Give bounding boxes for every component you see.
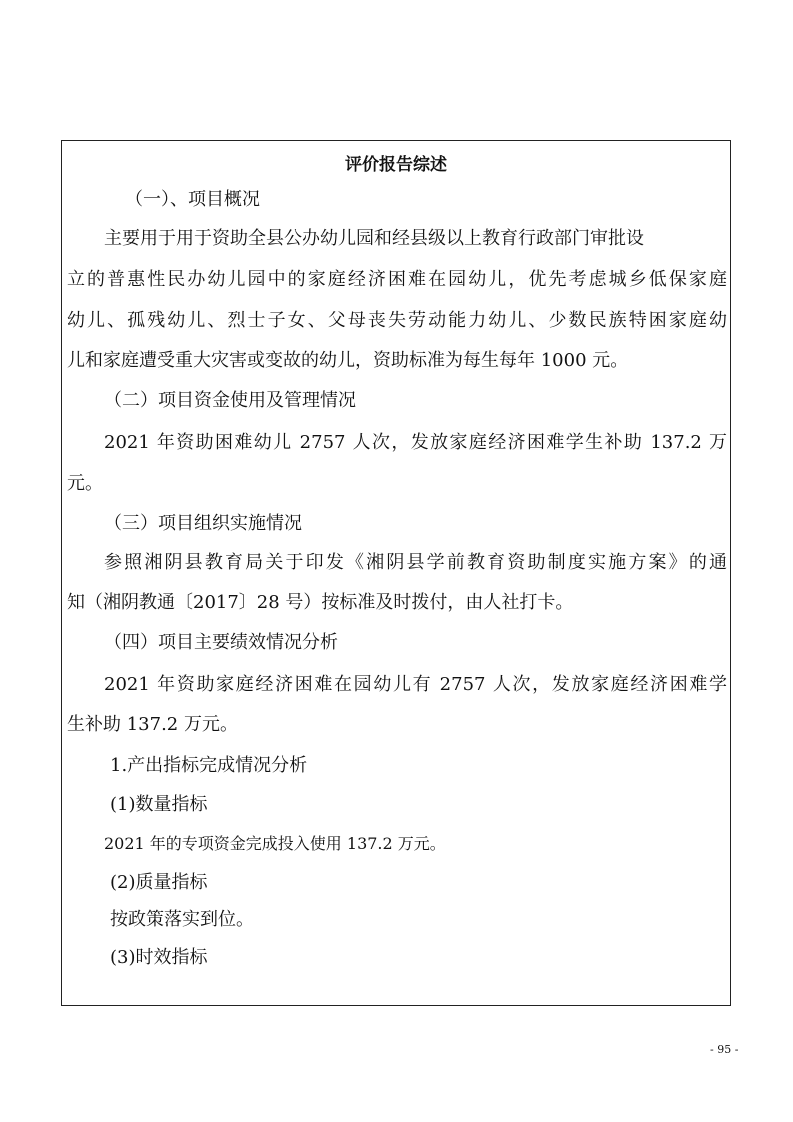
section-heading-implementation: （三）项目组织实施情况 [104,513,302,534]
overview-line-2: 立的普惠性民办幼儿园中的家庭经济困难在园幼儿，优先考虑城乡低保家庭 [67,269,727,290]
performance-line-2: 生补助 137.2 万元。 [67,714,238,735]
section-heading-overview: （一）、项目概况 [125,189,260,210]
section-heading-performance: （四）项目主要绩效情况分析 [104,632,338,653]
quantity-indicator-heading: (1)数量指标 [110,794,208,815]
overview-line-1: 主要用于用于资助全县公办幼儿园和经县级以上教育行政部门审批设 [104,228,644,249]
overview-line-4: 儿和家庭遭受重大灾害或变故的幼儿，资助标准为每生每年 1000 元。 [67,350,629,371]
quantity-indicator-text: 2021 年的专项资金完成投入使用 137.2 万元。 [104,834,446,853]
page-number: - 95 - [710,1043,739,1056]
quality-indicator-heading: (2)质量指标 [110,872,208,893]
report-summary-box [61,140,731,1006]
implementation-line-1: 参照湘阴县教育局关于印发《湘阴县学前教育资助制度实施方案》的通 [104,552,727,573]
section-heading-funds: （二）项目资金使用及管理情况 [104,390,356,411]
quality-indicator-text: 按政策落实到位。 [110,909,254,930]
funds-line-1: 2021 年资助困难幼儿 2757 人次，发放家庭经济困难学生补助 137.2 万 [104,432,727,453]
performance-line-1: 2021 年资助家庭经济困难在园幼儿有 2757 人次，发放家庭经济困难学 [104,674,727,695]
funds-line-2: 元。 [67,473,103,494]
timeliness-indicator-heading: (3)时效指标 [110,947,208,968]
output-indicator-heading: 1.产出指标完成情况分析 [110,755,308,776]
implementation-line-2: 知（湘阴教通〔2017〕28 号）按标准及时拨付，由人社打卡。 [67,592,574,613]
report-title: 评价报告综述 [345,155,447,175]
overview-line-3: 幼儿、孤残幼儿、烈士子女、父母丧失劳动能力幼儿、少数民族特困家庭幼 [67,310,727,331]
